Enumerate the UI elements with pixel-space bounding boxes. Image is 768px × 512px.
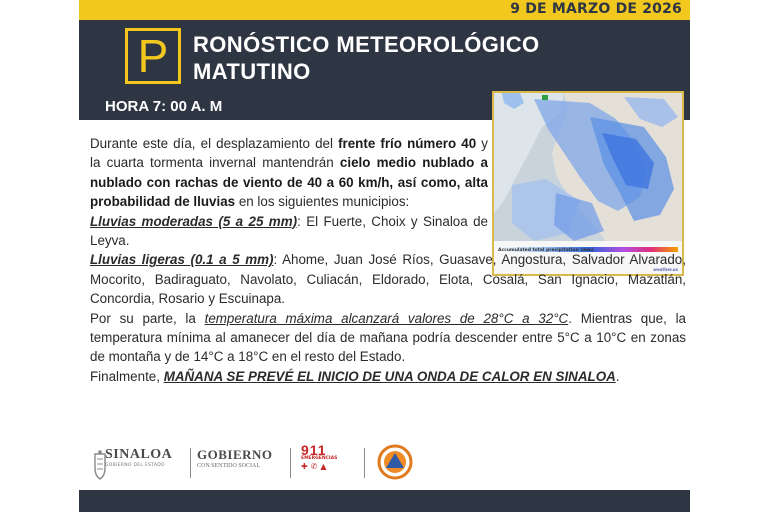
date-bar bbox=[79, 0, 690, 20]
light-rain-paragraph bbox=[90, 250, 686, 308]
logo-divider bbox=[364, 448, 365, 478]
forecast-card bbox=[79, 0, 690, 512]
map-legend-title: Accumulated total precipitation (mm) bbox=[498, 248, 594, 253]
intro-text-1: Durante este día, el desplazamiento del bbox=[90, 136, 339, 151]
proteccion-civil-icon bbox=[377, 444, 413, 480]
map-brand: weather.us bbox=[653, 267, 678, 272]
logo-divider bbox=[190, 448, 191, 478]
temperature-paragraph bbox=[90, 309, 686, 367]
forecast-text bbox=[90, 134, 686, 386]
sinaloa-logo-text: SINALOA bbox=[105, 447, 173, 462]
light-rain-text: : Ahome, Juan José Ríos, Guasave, Angostura, Salvador Alvarado, Mocorito, Badiraguato, Navolato, Culiacán, Eldorado, Elota, Cosalá, San Ignacio, Mazatlán, Concordia, Rosario y Escuinapa. bbox=[90, 252, 686, 307]
heatwave-text-2: . bbox=[615, 368, 620, 384]
forecast-date: 9 DE MARZO DE 2026 bbox=[510, 1, 682, 17]
moderate-rain-label: Lluvias moderadas (5 a 25 mm) bbox=[90, 213, 298, 229]
logo-divider bbox=[290, 448, 291, 478]
intro-paragraph bbox=[90, 134, 488, 212]
intro-text-3: en los siguientes municipios: bbox=[235, 194, 410, 210]
temperature-text-1: Por su parte, la bbox=[90, 310, 205, 326]
e911-services-icon: ✚✆▲ bbox=[301, 462, 330, 471]
moderate-rain-text: : El Fuerte, Choix y Sinaloa de Leyva. bbox=[90, 213, 488, 249]
forecast-time: HORA 7: 00 A. M bbox=[105, 98, 223, 115]
title-line-1: RONÓSTICO METEOROLÓGICO bbox=[193, 32, 540, 57]
moderate-rain-paragraph bbox=[90, 212, 488, 251]
sinaloa-logo-subtext: GOBIERNO DEL ESTADO bbox=[105, 463, 165, 468]
footer-logos bbox=[79, 440, 690, 490]
title-initial-box: P bbox=[125, 28, 181, 84]
e911-subtext: EMERGENCIAS bbox=[301, 456, 338, 461]
intro-text-2: y la cuarta tormenta invernal mantendrán bbox=[90, 136, 488, 171]
intro-bold-2: cielo medio nublado a nublado con rachas de viento de 40 a 60 km/h, así como, alta probabilidad de lluvias bbox=[90, 155, 488, 210]
temperature-text-2: . Mientras que, la temperatura mínima al amanecer del día de mañana podría descender entre 5°C a 10°C en zonas de montaña y de 14°C a 18°C en el resto del Estado. bbox=[90, 310, 686, 365]
heatwave-alert: MAÑANA SE PREVÉ EL INICIO DE UNA ONDA DE CALOR EN SINALOA bbox=[163, 368, 616, 384]
temperature-max: temperatura máxima alcanzará valores de 28°C a 32°C bbox=[204, 310, 569, 326]
heatwave-paragraph bbox=[90, 367, 686, 386]
emergencias-911-logo bbox=[301, 442, 341, 471]
page-title bbox=[193, 31, 673, 85]
intro-bold-1: frente frío número 40 bbox=[338, 136, 477, 151]
light-rain-label: Lluvias ligeras (0.1 a 5 mm) bbox=[90, 252, 274, 268]
gobierno-logo-text: GOBIERNO bbox=[197, 447, 273, 462]
e911-number: 911 bbox=[301, 442, 327, 458]
bottom-bar bbox=[79, 490, 690, 512]
title-line-2: MATUTINO bbox=[193, 59, 311, 84]
heatwave-text-1: Finalmente, bbox=[90, 368, 164, 384]
gobierno-logo-subtext: CON SENTIDO SOCIAL bbox=[197, 463, 260, 469]
